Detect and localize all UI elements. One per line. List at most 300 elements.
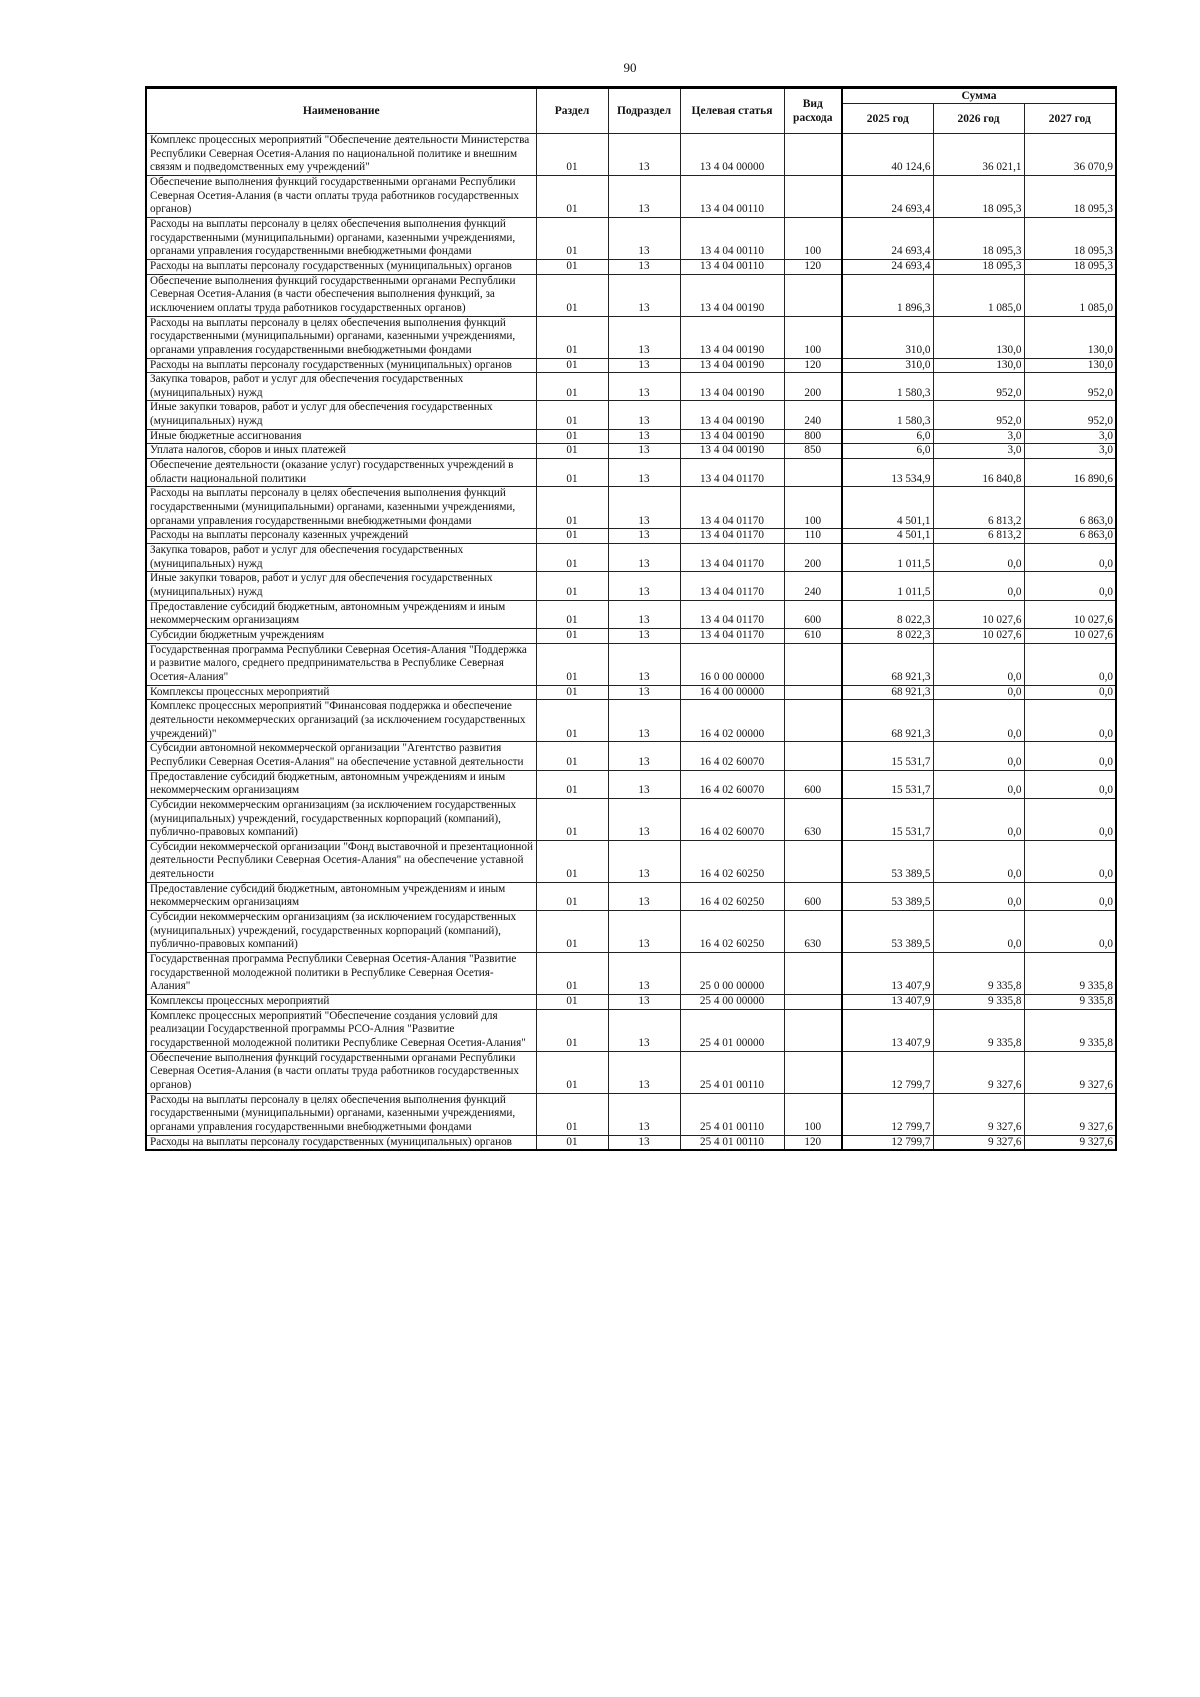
table-row: [146, 882, 1116, 910]
cell-2026: 16 840,8: [933, 459, 1024, 487]
cell-2025: 53 389,5: [842, 911, 933, 953]
page-number: 90: [623, 60, 637, 75]
cell-2025: 310,0: [842, 358, 933, 373]
cell-2027: 0,0: [1024, 685, 1116, 700]
cell-subsection: 13: [608, 882, 680, 910]
cell-2025: 53 389,5: [842, 882, 933, 910]
cell-kind: [784, 643, 842, 685]
cell-target: 13 4 04 00110: [680, 217, 784, 259]
cell-target: 13 4 04 00190: [680, 373, 784, 401]
cell-section: 01: [536, 316, 608, 358]
cell-2027: 0,0: [1024, 742, 1116, 770]
cell-target: 16 0 00 00000: [680, 643, 784, 685]
cell-kind: 100: [784, 487, 842, 529]
cell-section: 01: [536, 175, 608, 217]
cell-2026: 6 813,2: [933, 487, 1024, 529]
cell-2025: 1 580,3: [842, 401, 933, 429]
header-target: Целевая статья: [680, 88, 784, 134]
cell-section: 01: [536, 643, 608, 685]
cell-2025: 12 799,7: [842, 1051, 933, 1093]
header-name: Наименование: [146, 88, 536, 134]
table-row: [146, 572, 1116, 600]
cell-target: 13 4 04 01170: [680, 459, 784, 487]
cell-target: 13 4 04 01170: [680, 600, 784, 628]
cell-target: 25 4 01 00000: [680, 1009, 784, 1051]
cell-section: 01: [536, 1051, 608, 1093]
cell-name: Предоставление субсидий бюджетным, автономным учреждениям и иным некоммерческим организациям: [146, 882, 536, 910]
cell-2025: 68 921,3: [842, 685, 933, 700]
cell-name: Расходы на выплаты персоналу в целях обеспечения выполнения функций государственными (муниципальными) органами, казенными учреждениями, органами управления государственными внебюджетными фондами: [146, 217, 536, 259]
cell-subsection: 13: [608, 911, 680, 953]
cell-2027: 18 095,3: [1024, 259, 1116, 274]
cell-subsection: 13: [608, 995, 680, 1010]
cell-target: 25 4 01 00110: [680, 1093, 784, 1135]
cell-2027: 16 890,6: [1024, 459, 1116, 487]
cell-section: 01: [536, 628, 608, 643]
cell-subsection: 13: [608, 798, 680, 840]
cell-2025: 15 531,7: [842, 798, 933, 840]
cell-subsection: 13: [608, 572, 680, 600]
table-row: [146, 358, 1116, 373]
table-body: [146, 134, 1116, 1151]
cell-target: 13 4 04 00110: [680, 259, 784, 274]
cell-target: 16 4 02 60250: [680, 840, 784, 882]
cell-name: Расходы на выплаты персоналу в целях обеспечения выполнения функций государственными (муниципальными) органами, казенными учреждениями, органами управления государственными внебюджетными фондами: [146, 487, 536, 529]
cell-subsection: 13: [608, 1135, 680, 1150]
cell-2025: 1 011,5: [842, 544, 933, 572]
header-2025: 2025 год: [842, 104, 933, 134]
cell-name: Закупка товаров, работ и услуг для обеспечения государственных (муниципальных) нужд: [146, 373, 536, 401]
cell-2027: 9 335,8: [1024, 1009, 1116, 1051]
cell-2027: 130,0: [1024, 316, 1116, 358]
cell-2027: 6 863,0: [1024, 487, 1116, 529]
cell-2027: 1 085,0: [1024, 274, 1116, 316]
cell-2027: 9 327,6: [1024, 1135, 1116, 1150]
cell-target: 25 4 00 00000: [680, 995, 784, 1010]
cell-subsection: 13: [608, 401, 680, 429]
cell-2025: 6,0: [842, 444, 933, 459]
cell-kind: [784, 1051, 842, 1093]
cell-subsection: 13: [608, 259, 680, 274]
cell-target: 25 0 00 00000: [680, 953, 784, 995]
cell-2026: 0,0: [933, 911, 1024, 953]
cell-target: 13 4 04 01170: [680, 628, 784, 643]
cell-2026: 1 085,0: [933, 274, 1024, 316]
cell-section: 01: [536, 487, 608, 529]
cell-2026: 18 095,3: [933, 259, 1024, 274]
cell-subsection: 13: [608, 643, 680, 685]
cell-section: 01: [536, 600, 608, 628]
cell-2025: 15 531,7: [842, 770, 933, 798]
cell-subsection: 13: [608, 487, 680, 529]
cell-kind: [784, 1009, 842, 1051]
cell-section: 01: [536, 274, 608, 316]
cell-2026: 9 335,8: [933, 1009, 1024, 1051]
cell-target: 13 4 04 00000: [680, 134, 784, 176]
cell-section: 01: [536, 544, 608, 572]
table-row: [146, 217, 1116, 259]
cell-section: 01: [536, 770, 608, 798]
cell-kind: 110: [784, 529, 842, 544]
cell-target: 13 4 04 01170: [680, 529, 784, 544]
cell-target: 16 4 02 60250: [680, 911, 784, 953]
table-row: [146, 1009, 1116, 1051]
cell-2027: 9 327,6: [1024, 1093, 1116, 1135]
cell-2025: 8 022,3: [842, 600, 933, 628]
cell-2026: 0,0: [933, 700, 1024, 742]
cell-kind: [784, 700, 842, 742]
table-row: [146, 798, 1116, 840]
cell-2026: 6 813,2: [933, 529, 1024, 544]
cell-2026: 3,0: [933, 444, 1024, 459]
cell-2025: 4 501,1: [842, 487, 933, 529]
cell-2025: 8 022,3: [842, 628, 933, 643]
cell-section: 01: [536, 134, 608, 176]
cell-section: 01: [536, 685, 608, 700]
table-row: [146, 175, 1116, 217]
cell-kind: 200: [784, 373, 842, 401]
table-header: [146, 88, 1116, 134]
cell-name: Обеспечение выполнения функций государственными органами Республики Северная Осетия-Алания (в части оплаты труда работников государственных органов): [146, 175, 536, 217]
cell-target: 16 4 02 60070: [680, 770, 784, 798]
cell-2025: 24 693,4: [842, 175, 933, 217]
table-row: [146, 685, 1116, 700]
cell-2026: 10 027,6: [933, 600, 1024, 628]
cell-subsection: 13: [608, 685, 680, 700]
cell-name: Расходы на выплаты персоналу в целях обеспечения выполнения функций государственными (муниципальными) органами, казенными учреждениями, органами управления государственными внебюджетными фондами: [146, 316, 536, 358]
cell-kind: 800: [784, 429, 842, 444]
cell-section: 01: [536, 840, 608, 882]
cell-name: Обеспечение выполнения функций государственными органами Республики Северная Осетия-Алания (в части обеспечения выполнения функций, за исключением оплаты труда работников государственных органов): [146, 274, 536, 316]
cell-kind: 100: [784, 217, 842, 259]
cell-kind: 600: [784, 770, 842, 798]
cell-kind: 240: [784, 401, 842, 429]
cell-kind: 100: [784, 1093, 842, 1135]
cell-2025: 40 124,6: [842, 134, 933, 176]
cell-name: Уплата налогов, сборов и иных платежей: [146, 444, 536, 459]
cell-name: Предоставление субсидий бюджетным, автономным учреждениям и иным некоммерческим организациям: [146, 770, 536, 798]
table-row: [146, 134, 1116, 176]
cell-subsection: 13: [608, 373, 680, 401]
cell-2026: 9 327,6: [933, 1093, 1024, 1135]
table-row: [146, 459, 1116, 487]
cell-subsection: 13: [608, 628, 680, 643]
cell-2025: 13 407,9: [842, 953, 933, 995]
cell-section: 01: [536, 742, 608, 770]
cell-2025: 310,0: [842, 316, 933, 358]
cell-kind: [784, 840, 842, 882]
cell-name: Комплексы процессных мероприятий: [146, 995, 536, 1010]
cell-subsection: 13: [608, 217, 680, 259]
table-row: [146, 444, 1116, 459]
cell-subsection: 13: [608, 274, 680, 316]
table-row: [146, 429, 1116, 444]
cell-2026: 0,0: [933, 882, 1024, 910]
cell-2026: 130,0: [933, 316, 1024, 358]
table-row: [146, 1051, 1116, 1093]
cell-2027: 952,0: [1024, 373, 1116, 401]
cell-2025: 4 501,1: [842, 529, 933, 544]
cell-target: 16 4 02 60070: [680, 798, 784, 840]
cell-subsection: 13: [608, 700, 680, 742]
cell-2027: 10 027,6: [1024, 600, 1116, 628]
cell-2025: 12 799,7: [842, 1135, 933, 1150]
cell-2027: 9 335,8: [1024, 995, 1116, 1010]
cell-2027: 9 327,6: [1024, 1051, 1116, 1093]
cell-kind: 850: [784, 444, 842, 459]
cell-2026: 18 095,3: [933, 175, 1024, 217]
cell-2027: 36 070,9: [1024, 134, 1116, 176]
cell-target: 25 4 01 00110: [680, 1135, 784, 1150]
budget-table: [145, 86, 1117, 1151]
cell-subsection: 13: [608, 953, 680, 995]
cell-section: 01: [536, 401, 608, 429]
cell-name: Комплекс процессных мероприятий "Обеспечение деятельности Министерства Республики Северная Осетия-Алания по национальной политике и внешним связям и подведомственных ему учреждений": [146, 134, 536, 176]
cell-name: Иные закупки товаров, работ и услуг для обеспечения государственных (муниципальных) нужд: [146, 572, 536, 600]
cell-2026: 9 327,6: [933, 1135, 1024, 1150]
cell-target: 13 4 04 01170: [680, 487, 784, 529]
cell-target: 16 4 02 00000: [680, 700, 784, 742]
cell-kind: 600: [784, 600, 842, 628]
cell-2025: 1 896,3: [842, 274, 933, 316]
cell-2027: 0,0: [1024, 700, 1116, 742]
cell-subsection: 13: [608, 1009, 680, 1051]
cell-2027: 0,0: [1024, 911, 1116, 953]
table-row: [146, 274, 1116, 316]
cell-kind: 610: [784, 628, 842, 643]
cell-target: 13 4 04 00190: [680, 358, 784, 373]
table-row: [146, 1093, 1116, 1135]
table-row: [146, 1135, 1116, 1150]
cell-2026: 9 335,8: [933, 995, 1024, 1010]
cell-2026: 0,0: [933, 798, 1024, 840]
cell-2026: 3,0: [933, 429, 1024, 444]
cell-target: 16 4 02 60250: [680, 882, 784, 910]
cell-section: 01: [536, 953, 608, 995]
header-subsection: Подраздел: [608, 88, 680, 134]
cell-2027: 0,0: [1024, 882, 1116, 910]
cell-2027: 18 095,3: [1024, 217, 1116, 259]
cell-2026: 0,0: [933, 685, 1024, 700]
cell-kind: [784, 995, 842, 1010]
cell-subsection: 13: [608, 1051, 680, 1093]
cell-2025: 24 693,4: [842, 259, 933, 274]
cell-kind: [784, 274, 842, 316]
cell-subsection: 13: [608, 134, 680, 176]
table-row: [146, 544, 1116, 572]
cell-name: Комплекс процессных мероприятий "Финансовая поддержка и обеспечение деятельности некоммерческих организаций (за исключением государственных учреждений)": [146, 700, 536, 742]
cell-2027: 0,0: [1024, 798, 1116, 840]
cell-2026: 0,0: [933, 770, 1024, 798]
cell-name: Государственная программа Республики Северная Осетия-Алания "Поддержка и развитие малого, среднего предпринимательства в Республике Северная Осетия-Алания": [146, 643, 536, 685]
cell-2025: 68 921,3: [842, 643, 933, 685]
cell-kind: [784, 134, 842, 176]
cell-2027: 130,0: [1024, 358, 1116, 373]
cell-kind: 120: [784, 1135, 842, 1150]
cell-target: 13 4 04 00190: [680, 274, 784, 316]
table-row: [146, 840, 1116, 882]
cell-2025: 1 011,5: [842, 572, 933, 600]
cell-subsection: 13: [608, 444, 680, 459]
cell-kind: 100: [784, 316, 842, 358]
cell-section: 01: [536, 373, 608, 401]
cell-2027: 0,0: [1024, 572, 1116, 600]
cell-2025: 1 580,3: [842, 373, 933, 401]
cell-2025: 13 407,9: [842, 995, 933, 1010]
cell-kind: [784, 459, 842, 487]
table-row: [146, 953, 1116, 995]
cell-2026: 952,0: [933, 373, 1024, 401]
cell-name: Комплекс процессных мероприятий "Обеспечение создания условий для реализации Государственной программы РСО-Алния "Развитие государственной молодежной политики Республике Северная Осетия-Алания": [146, 1009, 536, 1051]
cell-section: 01: [536, 700, 608, 742]
table-row: [146, 628, 1116, 643]
cell-subsection: 13: [608, 600, 680, 628]
cell-target: 13 4 04 00110: [680, 175, 784, 217]
table-row: [146, 643, 1116, 685]
cell-2027: 0,0: [1024, 840, 1116, 882]
cell-2025: 15 531,7: [842, 742, 933, 770]
cell-kind: 120: [784, 358, 842, 373]
table-row: [146, 259, 1116, 274]
cell-target: 25 4 01 00110: [680, 1051, 784, 1093]
cell-name: Иные бюджетные ассигнования: [146, 429, 536, 444]
cell-2025: 24 693,4: [842, 217, 933, 259]
table-row: [146, 487, 1116, 529]
cell-section: 01: [536, 444, 608, 459]
table-row: [146, 600, 1116, 628]
cell-kind: [784, 953, 842, 995]
cell-target: 13 4 04 00190: [680, 444, 784, 459]
table-row: [146, 742, 1116, 770]
cell-subsection: 13: [608, 742, 680, 770]
cell-2026: 0,0: [933, 742, 1024, 770]
cell-name: Закупка товаров, работ и услуг для обеспечения государственных (муниципальных) нужд: [146, 544, 536, 572]
cell-2027: 952,0: [1024, 401, 1116, 429]
header-sum: Сумма: [842, 88, 1116, 104]
cell-section: 01: [536, 217, 608, 259]
cell-2025: 12 799,7: [842, 1093, 933, 1135]
table-row: [146, 373, 1116, 401]
cell-name: Расходы на выплаты персоналу государственных (муниципальных) органов: [146, 259, 536, 274]
cell-kind: [784, 175, 842, 217]
cell-2026: 0,0: [933, 840, 1024, 882]
cell-2026: 0,0: [933, 544, 1024, 572]
cell-name: Субсидии автономной некоммерческой организации "Агентство развития Республики Северная Осетия-Алания" на обеспечение уставной деятельности: [146, 742, 536, 770]
cell-2026: 0,0: [933, 643, 1024, 685]
table-row: [146, 401, 1116, 429]
cell-name: Обеспечение выполнения функций государственными органами Республики Северная Осетия-Алания (в части оплаты труда работников государственных органов): [146, 1051, 536, 1093]
cell-target: 16 4 02 60070: [680, 742, 784, 770]
cell-subsection: 13: [608, 175, 680, 217]
cell-name: Комплексы процессных мероприятий: [146, 685, 536, 700]
header-2026: 2026 год: [933, 104, 1024, 134]
cell-section: 01: [536, 1093, 608, 1135]
cell-2026: 18 095,3: [933, 217, 1024, 259]
cell-section: 01: [536, 882, 608, 910]
table-row: [146, 911, 1116, 953]
header-kind: Вид расхода: [784, 88, 842, 134]
table-row: [146, 700, 1116, 742]
cell-subsection: 13: [608, 770, 680, 798]
cell-2025: 68 921,3: [842, 700, 933, 742]
cell-section: 01: [536, 459, 608, 487]
cell-section: 01: [536, 259, 608, 274]
cell-name: Иные закупки товаров, работ и услуг для обеспечения государственных (муниципальных) нужд: [146, 401, 536, 429]
cell-subsection: 13: [608, 316, 680, 358]
cell-section: 01: [536, 911, 608, 953]
cell-2025: 53 389,5: [842, 840, 933, 882]
table-row: [146, 529, 1116, 544]
cell-name: Субсидии некоммерческим организациям (за исключением государственных (муниципальных) учреждений, государственных корпораций (компаний), публично-правовых компаний): [146, 911, 536, 953]
table-row: [146, 770, 1116, 798]
cell-2025: 6,0: [842, 429, 933, 444]
cell-name: Государственная программа Республики Северная Осетия-Алания "Развитие государственной молодежной политики в Республике Северная Осетия-Алания": [146, 953, 536, 995]
cell-name: Предоставление субсидий бюджетным, автономным учреждениям и иным некоммерческим организациям: [146, 600, 536, 628]
cell-section: 01: [536, 358, 608, 373]
header-2027: 2027 год: [1024, 104, 1116, 134]
cell-target: 13 4 04 00190: [680, 316, 784, 358]
cell-subsection: 13: [608, 840, 680, 882]
cell-2026: 10 027,6: [933, 628, 1024, 643]
cell-2026: 130,0: [933, 358, 1024, 373]
cell-target: 13 4 04 00190: [680, 401, 784, 429]
cell-subsection: 13: [608, 358, 680, 373]
cell-name: Субсидии некоммерческой организации "Фонд выставочной и презентационной деятельности Республики Северная Осетия-Алания" на обеспечение уставной деятельности: [146, 840, 536, 882]
cell-kind: [784, 742, 842, 770]
cell-section: 01: [536, 572, 608, 600]
table-row: [146, 995, 1116, 1010]
cell-kind: [784, 685, 842, 700]
cell-name: Расходы на выплаты персоналу в целях обеспечения выполнения функций государственными (муниципальными) органами, казенными учреждениями, органами управления государственными внебюджетными фондами: [146, 1093, 536, 1135]
cell-2026: 0,0: [933, 572, 1024, 600]
cell-section: 01: [536, 429, 608, 444]
cell-kind: 630: [784, 798, 842, 840]
cell-2025: 13 534,9: [842, 459, 933, 487]
cell-2027: 6 863,0: [1024, 529, 1116, 544]
cell-name: Расходы на выплаты персоналу государственных (муниципальных) органов: [146, 1135, 536, 1150]
cell-section: 01: [536, 798, 608, 840]
cell-name: Субсидии некоммерческим организациям (за исключением государственных (муниципальных) учреждений, государственных корпораций (компаний), публично-правовых компаний): [146, 798, 536, 840]
cell-subsection: 13: [608, 1093, 680, 1135]
cell-subsection: 13: [608, 529, 680, 544]
header-section: Раздел: [536, 88, 608, 134]
cell-target: 13 4 04 01170: [680, 572, 784, 600]
cell-kind: 240: [784, 572, 842, 600]
cell-2026: 952,0: [933, 401, 1024, 429]
cell-kind: 600: [784, 882, 842, 910]
cell-subsection: 13: [608, 459, 680, 487]
cell-name: Расходы на выплаты персоналу казенных учреждений: [146, 529, 536, 544]
table-row: [146, 316, 1116, 358]
cell-kind: 630: [784, 911, 842, 953]
cell-name: Расходы на выплаты персоналу государственных (муниципальных) органов: [146, 358, 536, 373]
cell-name: Обеспечение деятельности (оказание услуг) государственных учреждений в области национальной политики: [146, 459, 536, 487]
cell-kind: 200: [784, 544, 842, 572]
cell-target: 13 4 04 01170: [680, 544, 784, 572]
cell-kind: 120: [784, 259, 842, 274]
cell-2027: 10 027,6: [1024, 628, 1116, 643]
cell-2026: 36 021,1: [933, 134, 1024, 176]
cell-2027: 0,0: [1024, 770, 1116, 798]
cell-name: Субсидии бюджетным учреждениям: [146, 628, 536, 643]
cell-subsection: 13: [608, 429, 680, 444]
cell-target: 16 4 00 00000: [680, 685, 784, 700]
cell-section: 01: [536, 1135, 608, 1150]
cell-subsection: 13: [608, 544, 680, 572]
cell-2026: 9 335,8: [933, 953, 1024, 995]
cell-2027: 3,0: [1024, 444, 1116, 459]
cell-2026: 9 327,6: [933, 1051, 1024, 1093]
